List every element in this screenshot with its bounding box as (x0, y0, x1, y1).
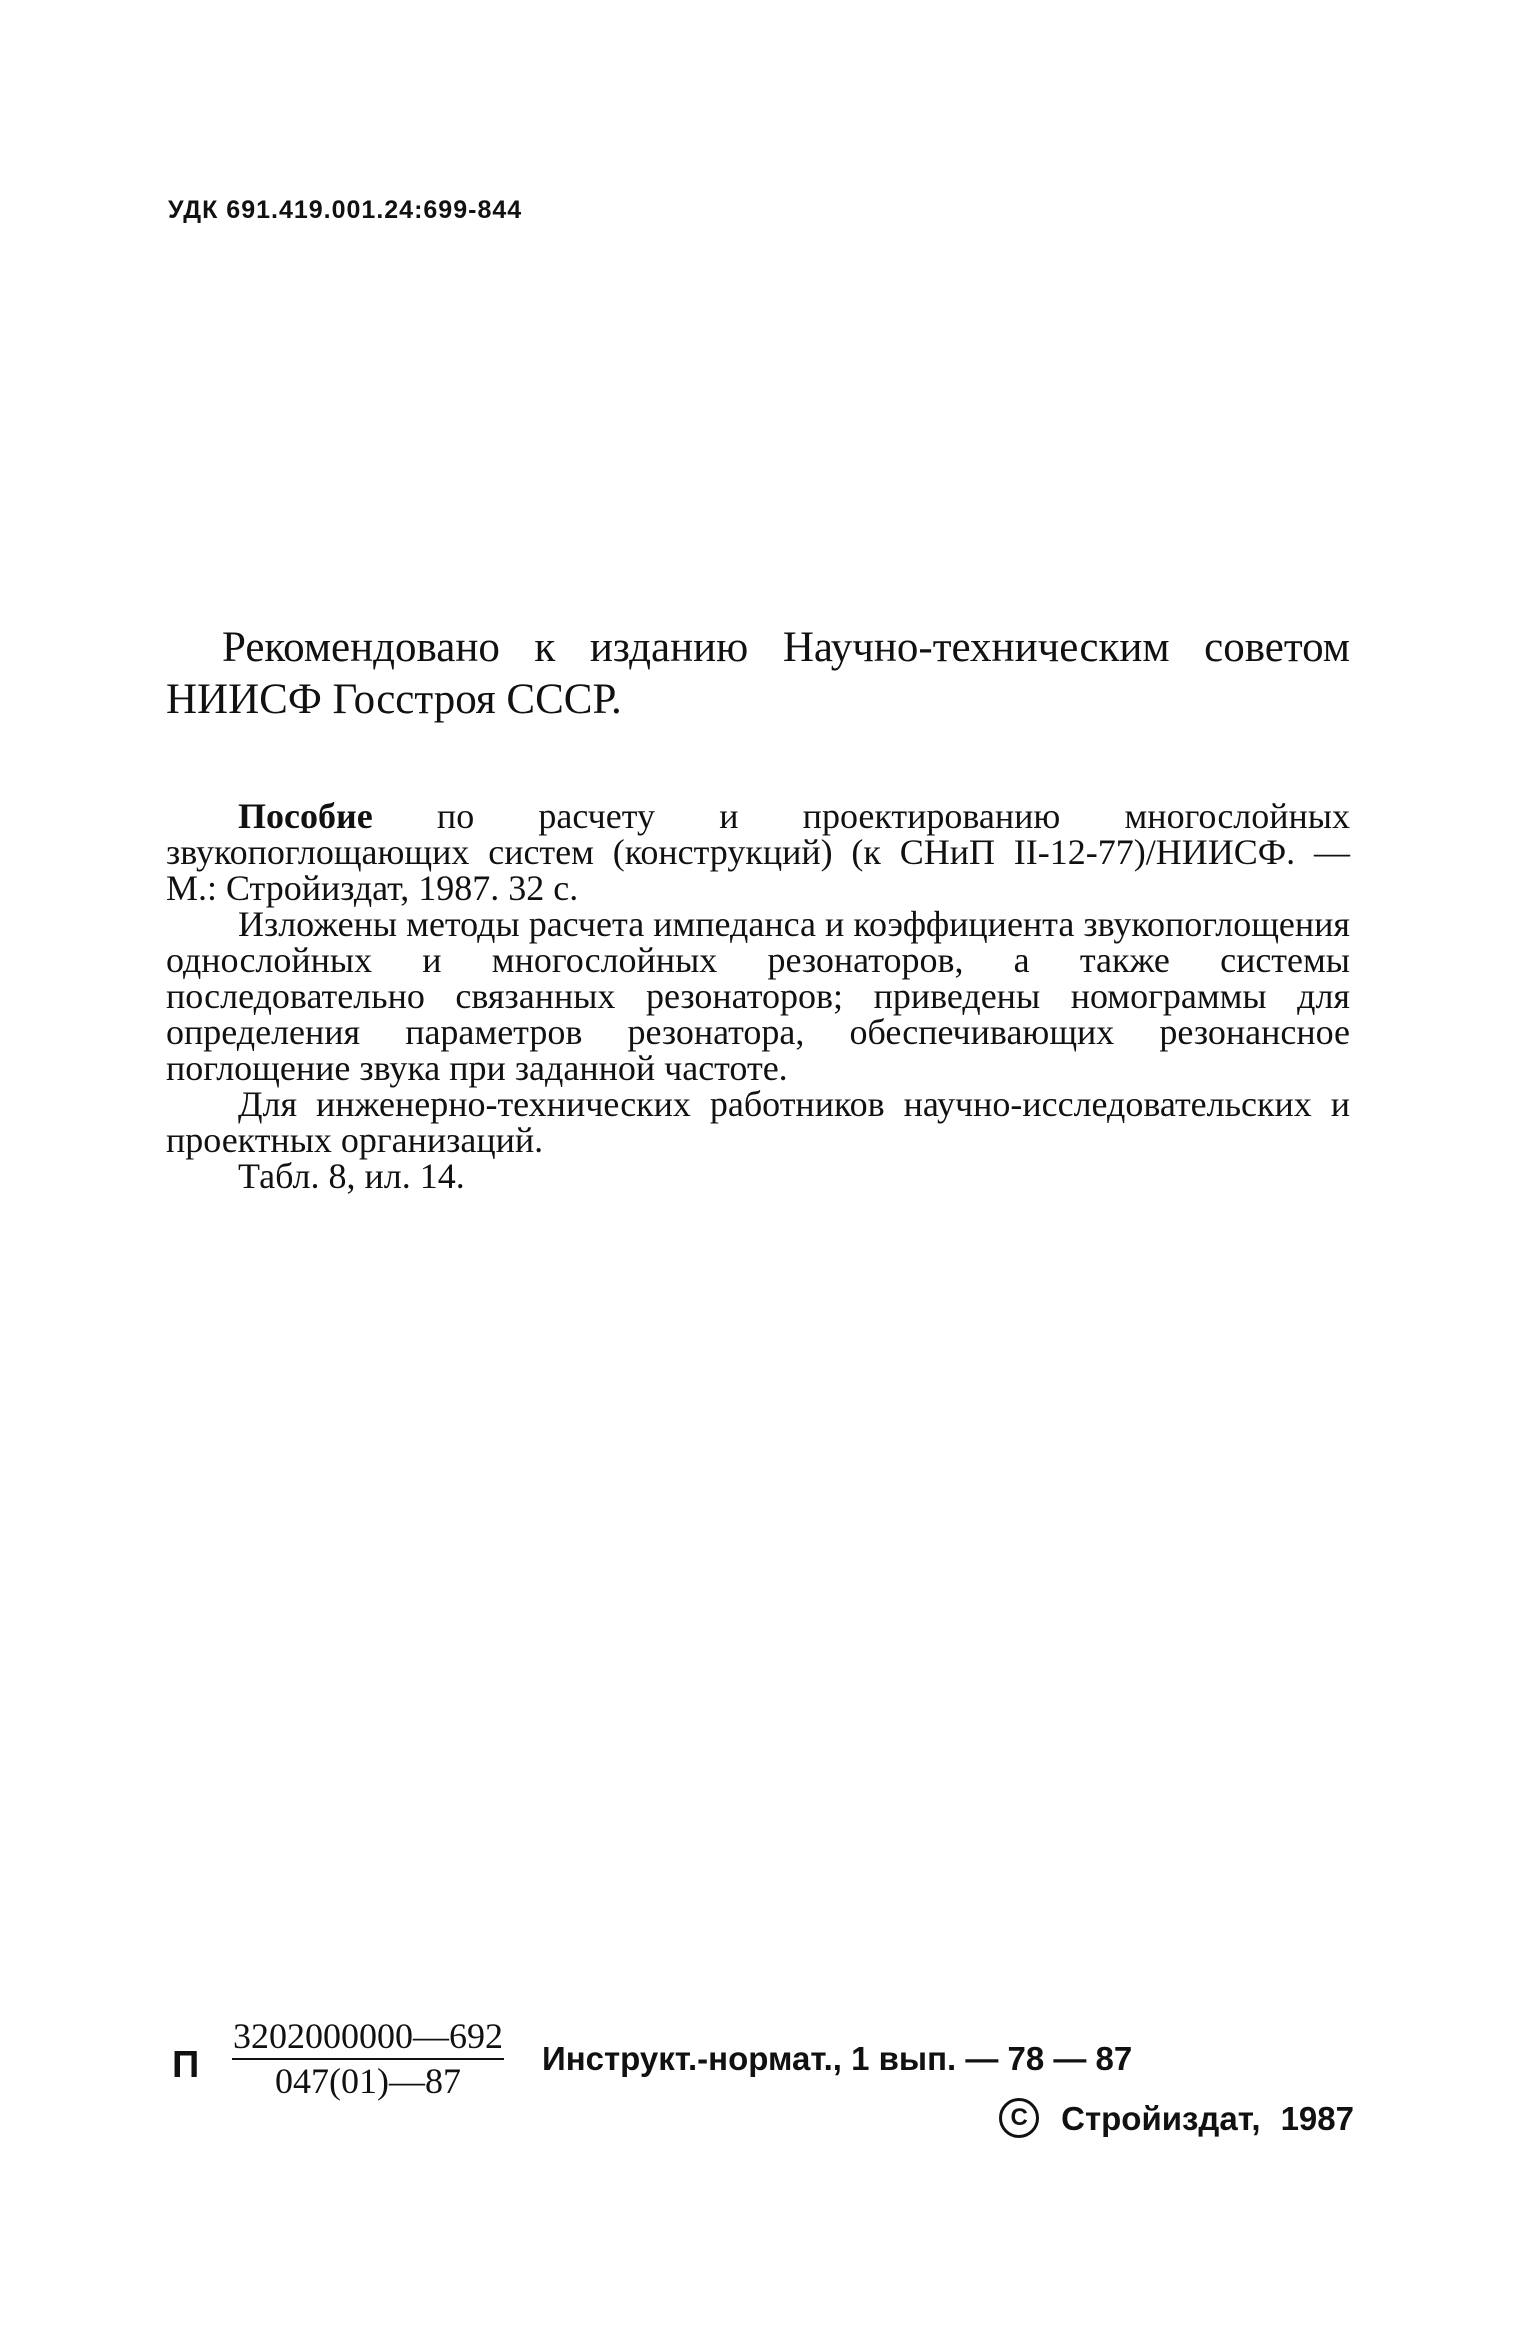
index-denominator: 047(01)—87 (275, 2061, 461, 2101)
imprint-block (172, 2016, 1362, 2146)
abstract-block (166, 798, 1350, 1194)
index-numerator: 3202000000—692 (232, 2016, 504, 2060)
index-fraction (232, 2016, 504, 2102)
publication-year: 1987 (1280, 2100, 1354, 2137)
summary-paragraph: Изложены методы расчета импеданса и коэффициента звукопоглощения однослойных и многослойных резонаторов, а также системы последовательно связанных резонаторов; приведены номограммы для определения параметров резонатора, обеспечивающих резонансное поглощение звука при заданной частоте. (166, 904, 1350, 1088)
counts-paragraph: Табл. 8, ил. 14. (238, 1156, 465, 1196)
citation-paragraph (166, 798, 1350, 906)
series-info: Инструкт.-нормат., 1 вып. — 78 — 87 (542, 2040, 1133, 2077)
copyright-icon: C (999, 2098, 1039, 2138)
recommendation-note: Рекомендовано к изданию Научно-техническим советом НИИСФ Госстроя СССР. (166, 624, 1350, 723)
publisher-name: Стройиздат, (1061, 2100, 1261, 2137)
audience-paragraph: Для инженерно-технических работников научно-исследовательских и проектных организаций. (166, 1084, 1350, 1160)
udk-code: УДК 691.419.001.24:699-844 (168, 196, 523, 224)
citation-text: по расчету и проектированию многослойных звукопоглощающих систем (конструкций) (к СНиП II-12-77)/НИИСФ. — М.: Стройиздат, 1987. 32 с. (166, 796, 1350, 908)
copyright-line (999, 2100, 1354, 2141)
abstract-title-word: Пособие (238, 796, 373, 836)
index-letter: П (172, 2044, 200, 2086)
